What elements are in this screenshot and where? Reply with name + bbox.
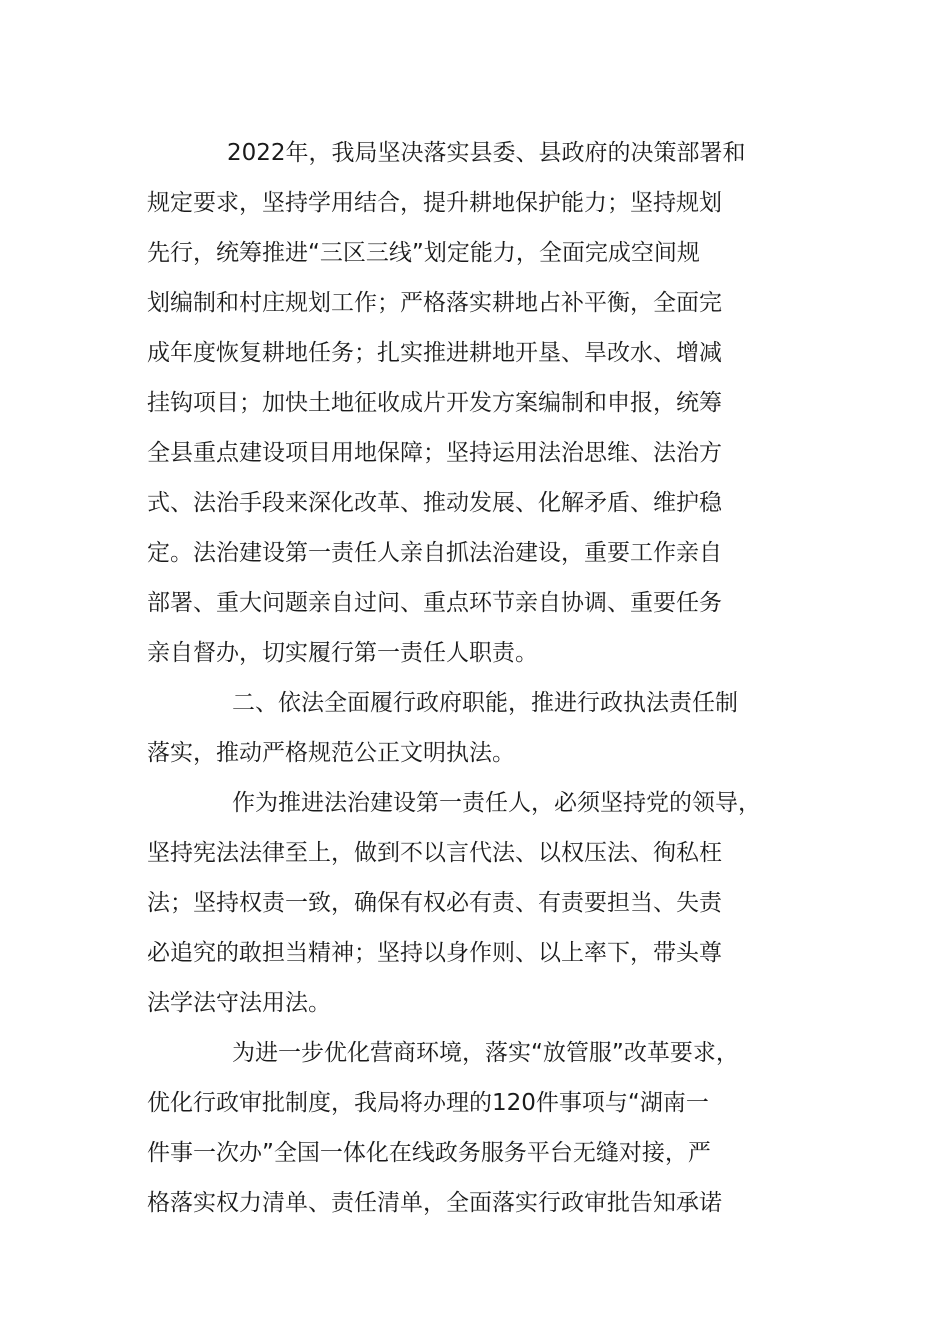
paragraph-4-line-2: 优化行政审批制度，我局将办理的120件事项与“湖南一 bbox=[147, 1090, 709, 1116]
paragraph-4-line-1: 为进一步优化营商环境，落实“放管服”改革要求， bbox=[232, 1040, 739, 1066]
paragraph-4-line-4: 格落实权力清单、责任清单，全面落实行政审批告知承诺 bbox=[147, 1190, 722, 1216]
paragraph-3-line-3: 法；坚持权责一致，确保有权必有责、有责要担当、失责 bbox=[147, 890, 722, 916]
paragraph-1-line-7: 全县重点建设项目用地保障；坚持运用法治思维、法治方 bbox=[147, 440, 722, 466]
paragraph-3-line-5: 法学法守法用法。 bbox=[147, 990, 331, 1016]
paragraph-1-line-9: 定。法治建设第一责任人亲自抓法治建设，重要工作亲自 bbox=[147, 540, 722, 566]
section-heading-line-1: 二、依法全面履行政府职能，推进行政执法责任制 bbox=[232, 690, 738, 716]
paragraph-1-line-1: 2022年，我局坚决落实县委、县政府的决策部署和 bbox=[227, 140, 746, 166]
paragraph-1-line-8: 式、法治手段来深化改革、推动发展、化解矛盾、维护稳 bbox=[147, 490, 722, 516]
paragraph-1-line-4: 划编制和村庄规划工作；严格落实耕地占补平衡，全面完 bbox=[147, 290, 722, 316]
paragraph-1-line-11: 亲自督办，切实履行第一责任人职责。 bbox=[147, 640, 538, 666]
paragraph-4-line-3: 件事一次办”全国一体化在线政务服务平台无缝对接，严 bbox=[147, 1140, 711, 1166]
paragraph-3-line-4: 必追究的敢担当精神；坚持以身作则、以上率下，带头尊 bbox=[147, 940, 722, 966]
document-body bbox=[147, 128, 847, 1228]
paragraph-1-line-6: 挂钩项目；加快土地征收成片开发方案编制和申报，统筹 bbox=[147, 390, 722, 416]
paragraph-1-line-2: 规定要求，坚持学用结合，提升耕地保护能力；坚持规划 bbox=[147, 190, 722, 216]
paragraph-1-line-5: 成年度恢复耕地任务；扎实推进耕地开垦、旱改水、增减 bbox=[147, 340, 722, 366]
paragraph-3-line-1: 作为推进法治建设第一责任人，必须坚持党的领导， bbox=[232, 790, 761, 816]
paragraph-1-line-3: 先行，统筹推进“三区三线”划定能力，全面完成空间规 bbox=[147, 240, 700, 266]
section-heading-line-2: 落实，推动严格规范公正文明执法。 bbox=[147, 740, 515, 766]
paragraph-3-line-2: 坚持宪法法律至上，做到不以言代法、以权压法、徇私枉 bbox=[147, 840, 722, 866]
paragraph-1-line-10: 部署、重大问题亲自过问、重点环节亲自协调、重要任务 bbox=[147, 590, 722, 616]
